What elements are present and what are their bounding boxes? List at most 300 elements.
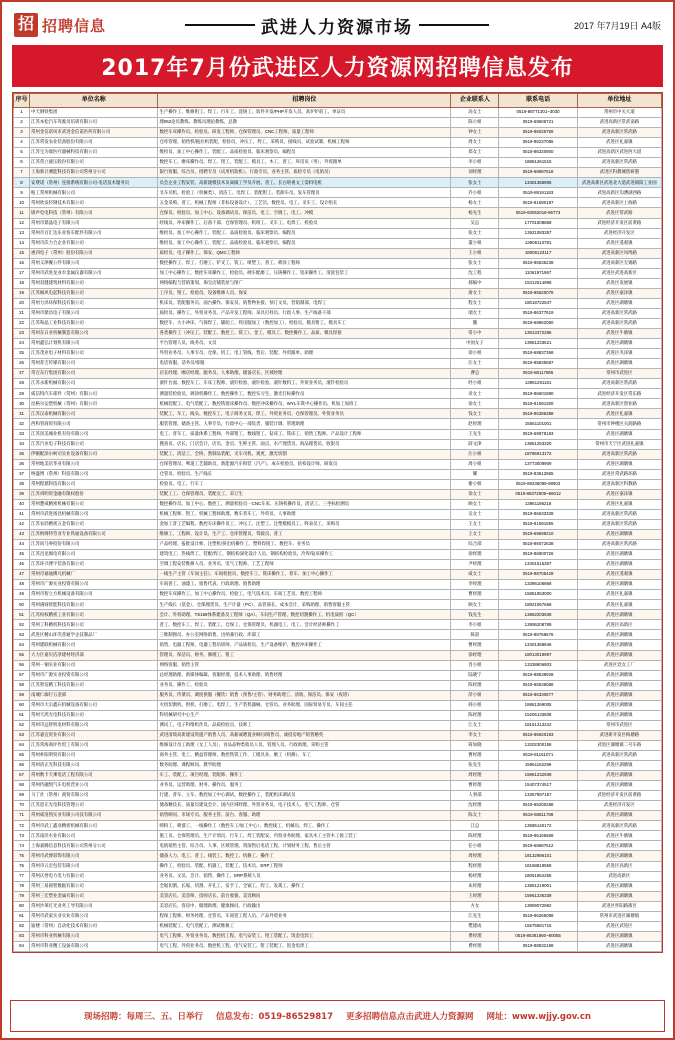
brand-mark-icon: 招 <box>14 13 38 37</box>
cell-contact: 王小姐 <box>451 248 499 258</box>
cell-index: 68 <box>14 781 30 791</box>
cell-contact: 赵经理 <box>451 419 499 429</box>
cell-contact: 费经理 <box>451 941 499 951</box>
cell-index: 51 <box>14 610 30 620</box>
cell-index: 14 <box>14 238 30 248</box>
cell-company: 常州金信诺凤市武进金信诺医药有限公司 <box>30 128 158 138</box>
cell-position: 维检员、加工中心操作工、装配工、品质检验员、临床观察员、编程员 <box>158 148 451 158</box>
cell-company: 上海新计测能科技有限公司常州分公司 <box>30 168 158 178</box>
cell-company: 伊顿配涂尔柯司实业设备有限公司 <box>30 449 158 459</box>
cell-company: 江苏权权精密工业有限公司 <box>30 610 158 620</box>
cell-phone: 18018722547 <box>499 298 577 308</box>
cell-phone: 0519-86025769 <box>499 128 577 138</box>
cell-phone: 15312514998 <box>499 278 577 288</box>
cell-index: 13 <box>14 228 30 238</box>
cell-position: 装配工、车工、线头、数控车工、电子商务文员、焊工、外贸业务员、仓保管理员、外贸业务员 <box>158 409 451 419</box>
cell-address: 武进高新区武进西大道 <box>577 148 661 158</box>
table-row <box>14 740 662 750</box>
table-row <box>14 771 662 781</box>
cell-phone: 0519-81690197 <box>499 198 577 208</box>
cell-company: 西和管商贸有限公司 <box>30 419 158 429</box>
cell-phone: 15961232939 <box>499 771 577 781</box>
table-row <box>14 379 662 389</box>
cell-phone: 0519-86072638 <box>499 540 577 550</box>
cell-phone: 0519-86265088 <box>499 911 577 921</box>
cell-address: 武进区遥观镇 <box>577 570 661 580</box>
cell-contact: 江先生 <box>451 911 499 921</box>
table-row <box>14 660 662 670</box>
cell-phone: 18132986101 <box>499 851 577 861</box>
cell-contact: 乔小姐 <box>451 188 499 198</box>
cell-contact: 李女士 <box>451 730 499 740</box>
table-row <box>14 409 662 419</box>
cell-address: 武进经济开发区常东路 <box>577 389 661 399</box>
cell-address: 武进高新区常武路 <box>577 379 661 389</box>
cell-position: 喷粉工、喷漆工、一线操作工（数控车工/加工中心）、数控线工、机械员、焊工、操作工 <box>158 821 451 831</box>
cell-company: 武进区精山环笑普通学企技制品厂 <box>30 630 158 640</box>
cell-company: 昆格尔运塑机械（常州）有限公司 <box>30 399 158 409</box>
column-header-contact: 企业联系人 <box>451 94 499 108</box>
cell-position: 装配工、清洁工、全终、然制品装配、叉车司机、观更、激光切割 <box>158 449 451 459</box>
cell-contact: 樊建成 <box>451 921 499 931</box>
table-body <box>14 108 662 952</box>
table-row <box>14 600 662 610</box>
cell-company: 常州市武进扬昌机械有限公司 <box>30 509 158 519</box>
table-row <box>14 640 662 650</box>
footer-banner <box>10 1000 665 1032</box>
cell-company: 常州市远智机电材料有限公司 <box>30 720 158 730</box>
cell-contact: 徐经理 <box>451 550 499 560</box>
cell-company: 锦声电电科技（常州）有限公司 <box>30 208 158 218</box>
table-row <box>14 218 662 228</box>
cell-contact: 韩小姐 <box>451 700 499 710</box>
cell-index: 15 <box>14 248 30 258</box>
table-row <box>14 570 662 580</box>
cell-contact: 刘经理 <box>451 168 499 178</box>
cell-position: 搜查员、店长、门店会计、店员、金员、生鲜主管、面点、水产理货员、海品理货员、收银员 <box>158 439 451 449</box>
cell-position: 全锯切割、长锯、切割、开孔工、发手工、全锯工、焊工、发裁工、操作工 <box>158 881 451 891</box>
cell-address: 常州市武进区湖塘镇 <box>577 911 661 921</box>
cell-index: 10 <box>14 198 30 208</box>
cell-contact: 简如晓 <box>451 740 499 750</box>
cell-address: 武进高新区常武路 <box>577 509 661 519</box>
cell-company: 常州市鼎昌电子有限公司 <box>30 308 158 318</box>
cell-index: 33 <box>14 429 30 439</box>
cell-contact: 常小中 <box>451 329 499 339</box>
cell-contact: 张先生 <box>451 761 499 771</box>
cell-address: 武进高新区常武南路 <box>577 118 661 128</box>
table-row <box>14 198 662 208</box>
cell-position: 管理员、保洁员、财务、修理工、钳工 <box>158 650 451 660</box>
footer-text <box>79 1010 596 1022</box>
cell-address: 武进区礼嘉镇 <box>577 590 661 600</box>
cell-address: 武进区牛塘镇 <box>577 329 661 339</box>
cell-phone: 18051952255 <box>499 871 577 881</box>
cell-address: 武进区湖塘镇 <box>577 680 661 690</box>
cell-index: 67 <box>14 771 30 781</box>
cell-index: 62 <box>14 720 30 730</box>
cell-company: 常州市通通佛凡机械厂 <box>30 570 158 580</box>
cell-phone: 0519-81591555 <box>499 519 577 529</box>
cell-position: 生产操作工、维修钳工、焊工、行车工、浇铸工、软件开发/PHP开发人员、高炉炉前工、单证员 <box>158 108 451 118</box>
cell-address: 武进区湖塘镇 <box>577 700 661 710</box>
cell-phone: 0519-88532198 <box>499 941 577 951</box>
cell-contact: 陈经理 <box>451 710 499 720</box>
cell-contact: 江总 <box>451 821 499 831</box>
cell-index: 57 <box>14 670 30 680</box>
cell-index: 78 <box>14 881 30 891</box>
cell-contact: 顾女士 <box>451 600 499 610</box>
cell-position: 三维制图员、办公室网络销售、出纳兼行政、库部工 <box>158 630 451 640</box>
cell-contact: 曹经理 <box>451 640 499 650</box>
cell-index: 1 <box>14 108 30 118</box>
cell-contact: 程经理 <box>451 861 499 871</box>
cell-index: 7 <box>14 168 30 178</box>
table-row <box>14 208 662 218</box>
cell-position: 武进清境高新建设筑施产销售人员、高薪诚聘置业顾问/销售员、诚招房地产销售精英 <box>158 730 451 740</box>
cell-phone: 18921067668 <box>499 600 577 610</box>
cell-position: 车间普工、油漆工、销售代表、行政助理、销售助理 <box>158 580 451 590</box>
table-row <box>14 288 662 298</box>
cell-company: 常州市鼎晶电子有限公司 <box>30 218 158 228</box>
cell-contact: 曹经理 <box>451 590 499 600</box>
cell-position: 科机械研究中心生产 <box>158 710 451 720</box>
cell-contact: 陈女士 <box>451 811 499 821</box>
cell-position: 滚针台面、数控车工、车床工程师、滚针检验、滚针检验、滚针数料工、外贸业务员、滚针检验员 <box>158 379 451 389</box>
cell-address: 武进区夹泽镇 <box>577 349 661 359</box>
cell-position: 机械工程师、钳工、机械工程师助理、数车普车工、外贸员、人事助理 <box>158 509 451 519</box>
table-row <box>14 449 662 459</box>
cell-contact: 汪女士 <box>451 359 499 369</box>
cell-phone: 13921083357 <box>499 228 577 238</box>
cell-phone: 13357897157 <box>499 791 577 801</box>
cell-company: 常州建联机械有限公司 <box>30 640 158 650</box>
table-row <box>14 339 662 349</box>
cell-index: 55 <box>14 650 30 660</box>
cell-phone: 13396106868 <box>499 580 577 590</box>
cell-contact: 肖小姐 <box>451 660 499 670</box>
cell-address: 武进经济开发区 <box>577 801 661 811</box>
cell-contact: 李经理 <box>451 580 499 590</box>
cell-position: 数控车工、磨床操作员、焊工、钳工、装配工、模具工、木工、普工、库房员（男）、外贸跟单 <box>158 158 451 168</box>
cell-phone: 0519-81591300 <box>499 399 577 409</box>
cell-contact: 曹经理 <box>451 781 499 791</box>
cell-position: 建筑电工、热线焊工、装配/焊工、钢结构深化设计人员、钢结构检验员、冷库/钻床操作工 <box>158 550 451 560</box>
cell-company: 常州三宏塑业金属有限公司 <box>30 891 158 901</box>
cell-contact: 张女士 <box>451 178 499 188</box>
cell-company: 常州东日业机械制造有限公司 <box>30 329 158 339</box>
cell-position: 网络客服、销售主管 <box>158 660 451 670</box>
cell-position: 电气工程师、外贸业务员、数控机工程、电气安装工、钳工装配工、饭金电焊工 <box>158 931 451 941</box>
cell-index: 40 <box>14 499 30 509</box>
cell-position: 服务员、传菜员、调度供服（餐饮）销售（预售/主管）、财务助理工、清收、保洁员、保安（夜班） <box>158 690 451 700</box>
cell-address: 武进区武进区 <box>577 921 661 931</box>
cell-index: 46 <box>14 560 30 570</box>
cell-position: 机械装配工、电气装配工、测试维修工 <box>158 921 451 931</box>
cell-address: 武进高新区凤鸣路 <box>577 248 661 258</box>
cell-contact: 周小姐 <box>451 459 499 469</box>
cell-contact: 高女士 <box>451 108 499 118</box>
table-row <box>14 369 662 379</box>
cell-position: 装配工工、仓保管理员、装配女工、采订生 <box>158 489 451 499</box>
cell-index: 38 <box>14 479 30 489</box>
cell-contact: 江女士 <box>451 720 499 730</box>
cell-address: 武进区湖塘镇 <box>577 359 661 369</box>
table-row <box>14 389 662 399</box>
cell-phone: 13861219001 <box>499 881 577 891</box>
cell-index: 65 <box>14 751 30 761</box>
cell-position: 测量装检验员、调涂机操作工、数控操作工、数控实习生、激光打标操作员 <box>158 389 451 399</box>
cell-company: 常州鑫弘计划机有限公司 <box>30 339 158 349</box>
table-row <box>14 871 662 881</box>
cell-company: 马丁社（常州）商贸有限公司 <box>30 791 158 801</box>
cell-phone: 0519-85536088 <box>499 680 577 690</box>
cell-position: 员会企业工程安装、高新建模技术员离做工学及开展、普工、长白班视文工需料电机 <box>158 178 451 188</box>
cell-position: 理062论员教练、教练员理论教练、总教 <box>158 118 451 128</box>
cell-contact: 曹经理 <box>451 751 499 761</box>
cell-position: 外贸业务员、人事专员、仓保、机工、电工管线、售后、装配、外贸跟单、助理 <box>158 349 451 359</box>
rule-right-icon <box>419 24 489 26</box>
cell-index: 32 <box>14 419 30 429</box>
cell-phone: 13862203939 <box>499 610 577 620</box>
cell-phone: 0519-68987518 <box>499 168 577 178</box>
cell-company: 常州天鸿光电科技有限公司 <box>30 710 158 720</box>
footer-part-3[interactable]: 更多招聘信息点击武进人力资源网 <box>345 1012 474 1022</box>
cell-address: 武进区湖塘镇 <box>577 881 661 891</box>
cell-position: 普工、数控车工、焊工、装配工、仓保工、仓保管理员、机器电工、电工、会计经济师操作工 <box>158 620 451 630</box>
cell-address: 武进区礼嘉镇 <box>577 600 661 610</box>
cell-index: 84 <box>14 941 30 951</box>
table-row <box>14 921 662 931</box>
table-row <box>14 158 662 168</box>
cell-address: 武进区湖塘镇 <box>577 580 661 590</box>
cell-contact: 王经理 <box>451 891 499 901</box>
cell-company: 江苏农轻精密五金有限公司 <box>30 519 158 529</box>
table-row <box>14 761 662 771</box>
cell-address: 武进经济开发区前黄路 <box>577 791 661 801</box>
cell-position: 金加工普工艺编程、数控车床操作员工、冲压工、注塑工、注塑模模具工、终表员工、采购员 <box>158 519 451 529</box>
cell-company: 常州市百汇达乐业客车配件有限公司 <box>30 228 158 238</box>
cell-position: 机械装配工、电气装配工、数控铣镗床操作员、数控冲床操作员、WYL车铣中心操作员、机加工加班工 <box>158 399 451 409</box>
cell-index: 63 <box>14 730 30 740</box>
cell-address: 武进区湖塘镇 <box>577 429 661 439</box>
cell-position: 火机切割机、钳机、打磨工、电焊工、生产装机器械、仓管员、业务助理、国际贸易专员、车间主任 <box>158 700 451 710</box>
cell-phone: 15961236339 <box>499 891 577 901</box>
cell-index: 36 <box>14 459 30 469</box>
cell-index: 83 <box>14 931 30 941</box>
cell-contact: 郝编中 <box>451 278 499 288</box>
masthead-date: 2017 年7月19日 A4版 <box>573 20 661 31</box>
cell-contact: 陈小姐 <box>451 118 499 128</box>
cell-address: 武进高新区常武路 <box>577 821 661 831</box>
cell-position: 质检员、电子操作工、保安、QMC工程师 <box>158 248 451 258</box>
cell-address: 武进区湖塘镇 <box>577 650 661 660</box>
table-row <box>14 841 662 851</box>
cell-phone: 13401368846 <box>499 640 577 650</box>
cell-position: 商务主管、电工、精益管理师、数控铁铣工作、工模具业、磨工（机修）、车工 <box>158 751 451 761</box>
cell-phone: 15575581715 <box>499 921 577 931</box>
cell-phone: 0519-86601980 <box>499 389 577 399</box>
footer-part-4[interactable]: 网址：www.wjjy.gov.cn <box>486 1012 591 1022</box>
cell-index: 24 <box>14 339 30 349</box>
cell-index: 44 <box>14 540 30 550</box>
cell-position: 业务员、文员、会计、销售、操作工、ERP系统人员 <box>158 871 451 881</box>
cell-address: 武进高新区常武路 <box>577 540 661 550</box>
cell-phone: 0519-68687512 <box>499 841 577 851</box>
cell-company: 常州市武工鑫业精密机械有限公司 <box>30 821 158 831</box>
cell-index: 43 <box>14 529 30 539</box>
column-header-phone: 联系电话 <box>499 94 577 108</box>
job-listing-table <box>13 93 662 952</box>
footer-part-2: 信息发布：0519-86529817 <box>216 1012 334 1022</box>
cell-company: 常州一铜实业有限公司 <box>30 660 158 670</box>
cell-company: 常州三易圆智数据有限公司 <box>30 881 158 891</box>
cell-position: 服装管理、储备主管、人事专员、行政中心一部负责、服装计调、管理助理 <box>158 419 451 429</box>
cell-contact: 徐女士 <box>451 489 499 499</box>
cell-phone: 18168819558 <box>499 861 577 871</box>
cell-address: 武进区礼嘉镇 <box>577 409 661 419</box>
cell-phone: 13813372286 <box>499 329 577 339</box>
cell-phone: 15961162299 <box>499 761 577 771</box>
cell-contact: 任小姐 <box>451 841 499 851</box>
cell-company: 江苏智信精工科技有限公司 <box>30 680 158 690</box>
cell-index: 34 <box>14 439 30 449</box>
cell-company: 常州欣发轻钢技术有限公司 <box>30 198 158 208</box>
table-row <box>14 228 662 238</box>
cell-company: 常州市广源实业投资有限公司 <box>30 670 158 680</box>
cell-address: 武进区湖塘镇 <box>577 298 661 308</box>
cell-address: 武进区湖塘镇 <box>577 560 661 570</box>
cell-address: 武进高新区沟漕湖西路 <box>577 188 661 198</box>
cell-index: 73 <box>14 831 30 841</box>
cell-address: 武进区湖塘镇 <box>577 811 661 821</box>
cell-phone: 0519-86386388 <box>499 409 577 419</box>
cell-company: 常州楚威精密机械有限公司 <box>30 499 158 509</box>
cell-address: 武进区湖塘镇 <box>577 690 661 700</box>
cell-address: 武进区湖塘镇 <box>577 781 661 791</box>
cell-company: 江苏和晶工业科技有限公司 <box>30 318 158 328</box>
table-row <box>14 560 662 570</box>
cell-address: 武进区遥观镇 <box>577 238 661 248</box>
cell-contact: 威女士 <box>451 570 499 580</box>
table-row <box>14 791 662 801</box>
cell-phone: 13961196218 <box>499 499 577 509</box>
cell-contact: 李小姐 <box>451 620 499 630</box>
cell-index: 31 <box>14 409 30 419</box>
cell-address: 武进区怀阳路街区 <box>577 901 661 911</box>
cell-phone: 0519-86633328 <box>499 509 577 519</box>
cell-index: 19 <box>14 288 30 298</box>
cell-contact: 周经理 <box>451 771 499 781</box>
cell-contact: 朱经理 <box>451 881 499 891</box>
cell-address: 武进区湖塘镇 <box>577 610 661 620</box>
cell-address: 武进高新区常武路 <box>577 308 661 318</box>
table-row <box>14 188 662 198</box>
cell-index: 81 <box>14 911 30 921</box>
cell-company: 江苏嘉宜贸业有限公司 <box>30 730 158 740</box>
cell-phone: 15851953000 <box>499 590 577 600</box>
cell-position: 叉车司机、检验工（机械类）、清洁工、电焊工、装配钳工、装卸车员、发车管理员 <box>158 188 451 198</box>
cell-index: 47 <box>14 570 30 580</box>
cell-address: 武进区发展镇 <box>577 278 661 288</box>
cell-index: 72 <box>14 821 30 831</box>
cell-position: 维修设计员工助理（女工人员）、食品品物类收员人员、管理人员、行政助理、采购主管 <box>158 740 451 750</box>
cell-position: 储备人力、电工、普工、线装工、数控工、机修工、操作工 <box>158 851 451 861</box>
cell-contact: 钱先生 <box>451 610 499 620</box>
cell-contact: 陈经理 <box>451 831 499 841</box>
cell-phone: 0519-86900726 <box>499 550 577 560</box>
cell-phone: 0519-86920183 <box>499 730 577 740</box>
cell-address: 武进区湖塘镇 <box>577 771 661 781</box>
table-row <box>14 821 662 831</box>
cell-company: 江苏同马界投份有限公司 <box>30 540 158 550</box>
cell-company: 常州市大宗鑫石机械设备有限公司 <box>30 700 158 710</box>
cell-position: 施工员、仓保管理员、生产计划员、行车工、焊工装配安、内贸业务助理、家具木工主管木工接工装工 <box>158 831 451 841</box>
cell-company: 常州庆誉电力电力有限公司 <box>30 871 158 881</box>
cell-contact: 钟女士 <box>451 128 499 138</box>
cell-phone: 15061101001 <box>499 419 577 429</box>
cell-address: 武进高新区常武路 <box>577 128 661 138</box>
cell-index: 56 <box>14 660 30 670</box>
cell-position: 数控操作员、加工中心、数控工、测量检验员一CNC车床、压铸机操作员、清洁工、三坐标检测员 <box>158 499 451 509</box>
cell-company: 常州威洛凯实业有限公司技有限公司 <box>30 811 158 821</box>
cell-address: 武进区湖塘镇 <box>577 550 661 560</box>
cell-phone: 13585140172 <box>499 821 577 831</box>
cell-address: 武进区湖塘镇 <box>577 710 661 720</box>
cell-contact: 周经理 <box>451 851 499 861</box>
cell-index: 18 <box>14 278 30 288</box>
cell-address: 武进高新区 <box>577 871 661 881</box>
cell-index: 26 <box>14 359 30 369</box>
cell-position: 电话客服、话务员/客服 <box>158 359 451 369</box>
cell-position: 平台管理人员、线务员、文员 <box>158 339 451 349</box>
cell-phone: 0519-69606721 <box>499 118 577 128</box>
cell-contact: 中国女子 <box>451 339 499 349</box>
cell-company: 上海嘉腾信息科技有限公司常州分公司 <box>30 841 158 851</box>
cell-address: 武进区湖塘镇 <box>577 931 661 941</box>
table-row <box>14 258 662 268</box>
cell-phone: 0519-88539928 <box>499 670 577 680</box>
cell-position: 销售顾问、市场专员、服务主管、前台、客服、助理 <box>158 811 451 821</box>
rule-left-icon <box>185 24 255 26</box>
cell-address: 武进高新区常武路 <box>577 449 661 459</box>
cell-index: 17 <box>14 268 30 278</box>
cell-index: 71 <box>14 811 30 821</box>
table-row <box>14 479 662 489</box>
cell-position: 一线生产主管（车间主任）、车间检验员、数控车工、铣床操作工、普车、加工中心操作工 <box>158 570 451 580</box>
cell-phone: 0519-86330677 <box>499 690 577 700</box>
cell-phone: 18006123117 <box>499 248 577 258</box>
cell-company: 江苏汉泰机械有限公司 <box>30 409 158 419</box>
cell-index: 66 <box>14 761 30 771</box>
cell-index: 64 <box>14 740 30 750</box>
cell-position: 仓保员、检验员、加工中心、设备调试员、保洁员、电工、空调工、电工、冲模 <box>158 208 451 218</box>
cell-phone: 13401365906 <box>499 178 577 188</box>
cell-position: 数务助理、课程顾问、教学助理 <box>158 761 451 771</box>
job-listing-table-container <box>12 92 663 953</box>
table-row <box>14 540 662 550</box>
cell-address: 武进区湖塘镇 <box>577 670 661 680</box>
cell-phone: 0519-88117865 <box>499 369 577 379</box>
table-row <box>14 118 662 128</box>
cell-phone: 0519-88236099-88503 <box>499 479 577 489</box>
table-row <box>14 901 662 911</box>
cell-address: 武进高新区上海路 <box>577 198 661 208</box>
table-row <box>14 238 662 248</box>
cell-index: 39 <box>14 489 30 499</box>
cell-company: 大力区嘉贝洁净建材经济部 <box>30 650 158 660</box>
cell-phone: 18013019997 <box>499 650 577 660</box>
